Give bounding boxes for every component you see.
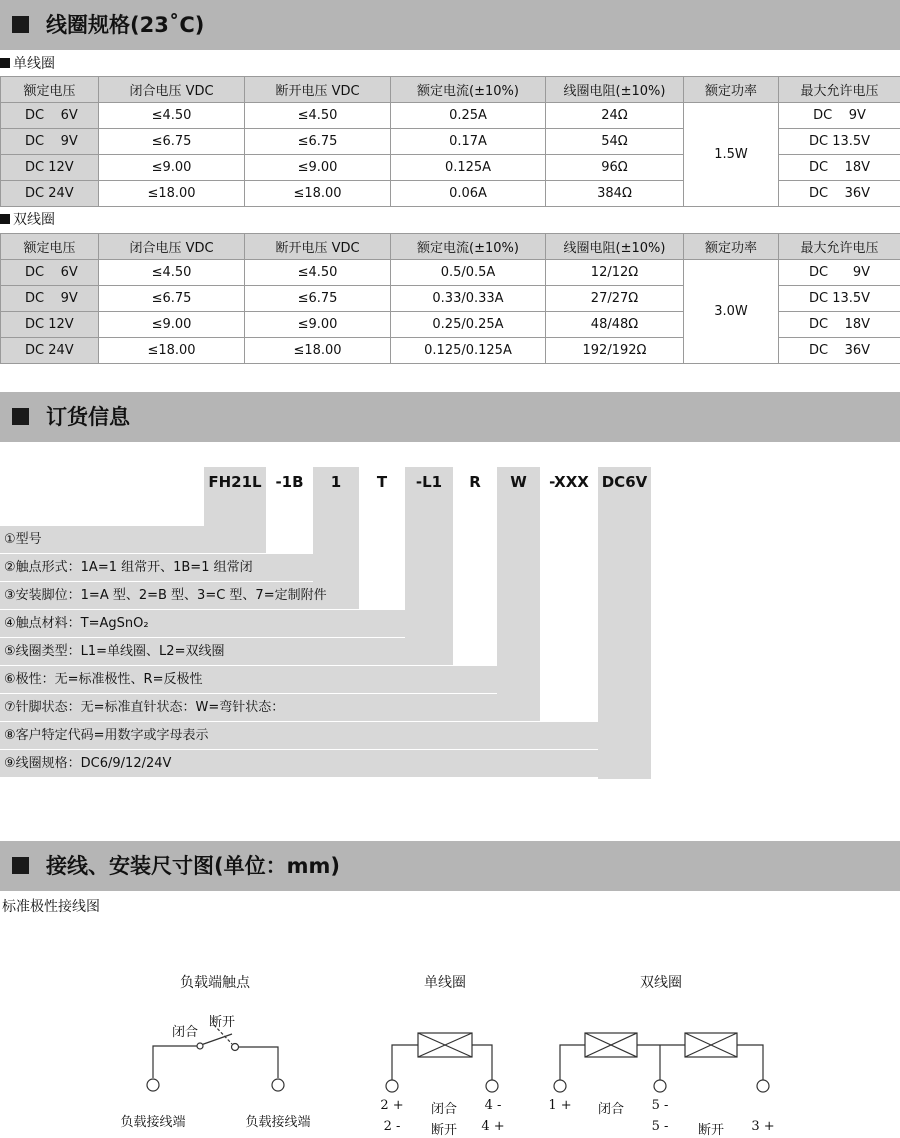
header-rated-power: 额定功率: [684, 234, 779, 260]
double-coil-label: [0, 211, 55, 229]
terminal-icon: [272, 1079, 284, 1091]
rated-voltage-cell: DC 9V: [1, 129, 99, 155]
subsection-label: 双线圈: [13, 212, 55, 228]
terminal-icon: [386, 1080, 398, 1092]
definition-row: ③安装脚位：1=A 型、2=B 型、3=C 型、7=定制附件: [0, 582, 359, 609]
definition-row: ⑥极性：无=标准极性、R=反极性: [0, 666, 497, 693]
open-voltage-cell: ≤9.00: [245, 312, 391, 338]
definition-row: ⑤线圈类型：L1=单线圈、L2=双线圈: [0, 638, 453, 665]
coil-resistance-cell: 192/192Ω: [546, 338, 684, 364]
rated-current-cell: 0.125/0.125A: [391, 338, 546, 364]
open-label: 断开: [426, 1119, 462, 1138]
rated-power-cell: 1.5W: [684, 103, 779, 207]
code-bar-9: [598, 467, 651, 779]
double-coil-table: [0, 233, 900, 364]
load-terminal-right-label: 负载接线端: [238, 1111, 318, 1130]
open-voltage-cell: ≤6.75: [245, 286, 391, 312]
coil-resistance-cell: 96Ω: [546, 155, 684, 181]
table-header-row: [1, 234, 900, 260]
load-contact-diagram: [147, 1025, 284, 1091]
code-model: FH21L: [204, 469, 266, 495]
coil-wire-left: [392, 1045, 418, 1080]
close-voltage-cell: ≤9.00: [99, 312, 245, 338]
coil-wire-left: [560, 1045, 585, 1080]
section-header-wiring: [0, 841, 900, 891]
definition-row: ②触点形式：1A=1 组常开、1B=1 组常闭: [0, 554, 313, 581]
header-max-voltage: 最大允许电压: [779, 234, 900, 260]
pin-label: 1 +: [543, 1098, 577, 1113]
section-title: 接线、安装尺寸图(单位：mm): [46, 841, 340, 891]
rated-current-cell: 0.06A: [391, 181, 546, 207]
open-voltage-cell: ≤4.50: [245, 103, 391, 129]
close-voltage-cell: ≤6.75: [99, 286, 245, 312]
pin-label: 3 +: [746, 1119, 780, 1134]
close-voltage-cell: ≤18.00: [99, 181, 245, 207]
header-open-voltage: 断开电压 VDC: [245, 234, 391, 260]
close-label: 闭合: [172, 1021, 198, 1040]
header-rated-current: 额定电流(±10%): [391, 77, 546, 103]
header-rated-current: 额定电流(±10%): [391, 234, 546, 260]
coil-resistance-cell: 54Ω: [546, 129, 684, 155]
rated-current-cell: 0.33/0.33A: [391, 286, 546, 312]
open-label: 断开: [209, 1011, 235, 1030]
header-coil-resistance: 线圈电阻(±10%): [546, 234, 684, 260]
code-contact-form: -1B: [266, 469, 313, 495]
pin-label: 4 +: [476, 1119, 510, 1134]
rated-voltage-cell: DC 9V: [1, 286, 99, 312]
square-bullet-icon: [12, 408, 29, 425]
pin-label: 4 -: [476, 1098, 510, 1113]
open-label: 断开: [693, 1119, 729, 1138]
pin-label: 2 -: [375, 1119, 409, 1134]
coil-resistance-cell: 24Ω: [546, 103, 684, 129]
header-coil-resistance: 线圈电阻(±10%): [546, 77, 684, 103]
close-voltage-cell: ≤18.00: [99, 338, 245, 364]
single-coil-title: 单线圈: [410, 972, 480, 992]
wiring-subtitle: 标准极性接线图: [2, 896, 100, 916]
terminal-icon: [486, 1080, 498, 1092]
single-coil-diagram: [386, 1033, 498, 1092]
close-voltage-cell: ≤4.50: [99, 103, 245, 129]
table-row: [1, 103, 900, 129]
rated-current-cell: 0.25/0.25A: [391, 312, 546, 338]
terminal-icon: [147, 1079, 159, 1091]
pin-label: 5 -: [643, 1098, 677, 1113]
max-voltage-cell: DC 13.5V: [779, 286, 900, 312]
code-bar-7: [497, 467, 540, 721]
rated-voltage-cell: DC 24V: [1, 181, 99, 207]
close-voltage-cell: ≤4.50: [99, 260, 245, 286]
definition-row: ①型号: [0, 526, 266, 553]
switch-pivot-icon: [197, 1043, 203, 1049]
square-bullet-icon: [0, 214, 10, 224]
terminal-icon: [757, 1080, 769, 1092]
table-header-row: [1, 77, 900, 103]
header-max-voltage: 最大允许电压: [779, 77, 900, 103]
rated-voltage-cell: DC 12V: [1, 312, 99, 338]
rated-current-cell: 0.17A: [391, 129, 546, 155]
rated-power-cell: 3.0W: [684, 260, 779, 364]
code-material: T: [359, 469, 405, 495]
pin-label: 2 +: [375, 1098, 409, 1113]
load-contact-title: 负载端触点: [165, 972, 265, 992]
coil-wire-right: [472, 1045, 492, 1080]
coil-resistance-cell: 48/48Ω: [546, 312, 684, 338]
double-coil-title: 双线圈: [626, 972, 696, 992]
rated-current-cell: 0.25A: [391, 103, 546, 129]
definition-row: ④触点材料：T=AgSnO₂: [0, 610, 405, 637]
code-bar-5: [405, 467, 453, 665]
square-bullet-icon: [12, 16, 29, 33]
rated-current-cell: 0.5/0.5A: [391, 260, 546, 286]
header-close-voltage: 闭合电压 VDC: [99, 77, 245, 103]
header-rated-power: 额定功率: [684, 77, 779, 103]
close-label: 闭合: [426, 1098, 462, 1117]
single-coil-table: [0, 76, 900, 207]
code-mounting: 1: [313, 469, 359, 495]
coil-resistance-cell: 12/12Ω: [546, 260, 684, 286]
max-voltage-cell: DC 18V: [779, 312, 900, 338]
section-header-coil-spec: [0, 0, 900, 50]
square-bullet-icon: [0, 58, 10, 68]
load-terminal-left-label: 负载接线端: [113, 1111, 193, 1130]
header-rated-voltage: 额定电压: [1, 77, 99, 103]
code-polarity: R: [453, 469, 497, 495]
max-voltage-cell: DC 18V: [779, 155, 900, 181]
close-voltage-cell: ≤6.75: [99, 129, 245, 155]
open-voltage-cell: ≤18.00: [245, 338, 391, 364]
max-voltage-cell: DC 9V: [779, 260, 900, 286]
section-header-ordering: [0, 392, 900, 442]
header-rated-voltage: 额定电压: [1, 234, 99, 260]
load-wire-right: [238, 1047, 278, 1078]
open-voltage-cell: ≤18.00: [245, 181, 391, 207]
rated-voltage-cell: DC 6V: [1, 260, 99, 286]
open-voltage-cell: ≤4.50: [245, 260, 391, 286]
definition-row: ⑨线圈规格：DC6/9/12/24V: [0, 750, 651, 777]
rated-voltage-cell: DC 12V: [1, 155, 99, 181]
subsection-label: 单线圈: [13, 56, 55, 72]
close-voltage-cell: ≤9.00: [99, 155, 245, 181]
code-customer: -XXX: [540, 469, 598, 495]
single-coil-label: [0, 55, 55, 73]
header-open-voltage: 断开电压 VDC: [245, 77, 391, 103]
pin-label: 5 -: [643, 1119, 677, 1134]
terminal-icon: [654, 1080, 666, 1092]
terminal-icon: [554, 1080, 566, 1092]
max-voltage-cell: DC 36V: [779, 338, 900, 364]
rated-current-cell: 0.125A: [391, 155, 546, 181]
section-title: 线圈规格(23˚C): [46, 0, 204, 50]
open-voltage-cell: ≤9.00: [245, 155, 391, 181]
double-coil-diagram: [554, 1033, 769, 1092]
code-coil-spec: DC6V: [598, 469, 651, 495]
rated-voltage-cell: DC 6V: [1, 103, 99, 129]
definition-row: ⑧客户特定代码=用数字或字母表示: [0, 722, 598, 749]
section-title: 订货信息: [46, 392, 130, 442]
max-voltage-cell: DC 36V: [779, 181, 900, 207]
max-voltage-cell: DC 9V: [779, 103, 900, 129]
rated-voltage-cell: DC 24V: [1, 338, 99, 364]
open-voltage-cell: ≤6.75: [245, 129, 391, 155]
coil-wire-right: [737, 1045, 763, 1080]
code-coil-type: -L1: [405, 469, 453, 495]
close-label: 闭合: [593, 1098, 629, 1117]
header-close-voltage: 闭合电压 VDC: [99, 234, 245, 260]
square-bullet-icon: [12, 857, 29, 874]
max-voltage-cell: DC 13.5V: [779, 129, 900, 155]
switch-contact-icon: [232, 1044, 239, 1051]
definition-row: ⑦针脚状态：无=标准直针状态：W=弯针状态：: [0, 694, 540, 721]
coil-resistance-cell: 384Ω: [546, 181, 684, 207]
table-row: [1, 260, 900, 286]
load-wire-left: [153, 1046, 198, 1078]
coil-resistance-cell: 27/27Ω: [546, 286, 684, 312]
code-pin-state: W: [497, 469, 540, 495]
